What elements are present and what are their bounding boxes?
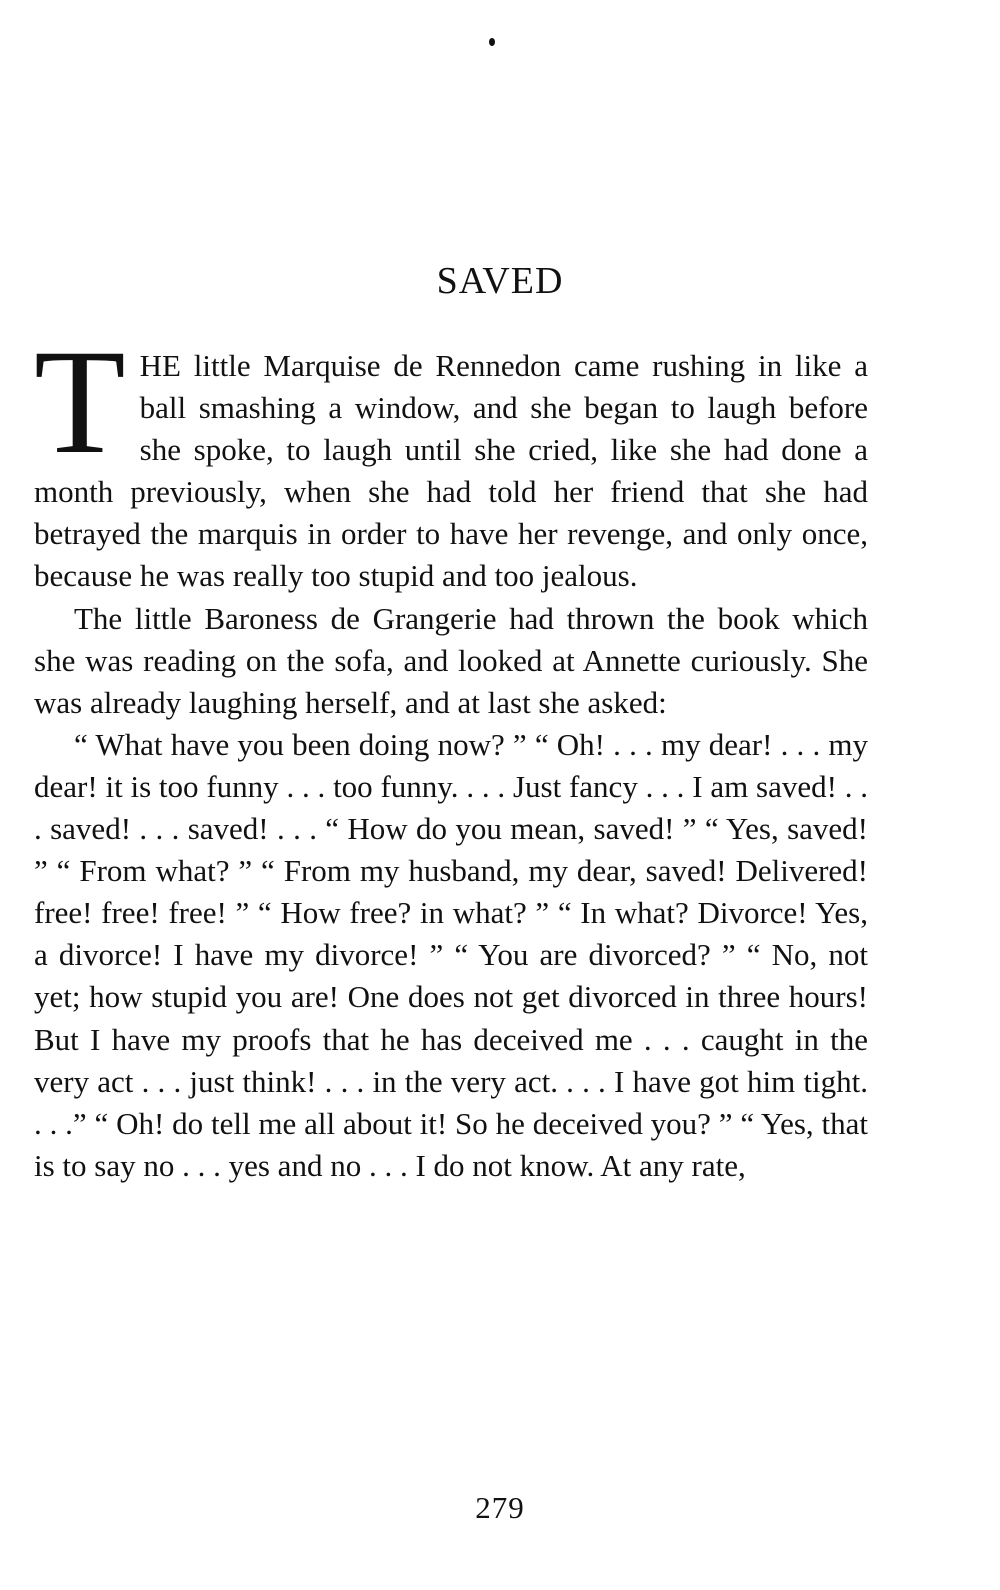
paragraph-3: “ What have you been doing now? ” “ Oh! . . . my dear! . . . my dear! it is too funny . . . too funny. . . . Just fancy . . . I am saved! . . . saved! . . . saved! . . . “ How do you mean, saved! ” “ Yes, saved! ” “ From what? ” “ From my husband, my dear, saved! Delivered! free! free! free! ” “ How free? in what? ” “ In what? Divorce! Yes, a divorce! I have my divorce! ” “ You are divorced? ” “ No, not yet; how stupid you are! One does not get divorced in three hours! But I have my proofs that he has deceived me . . . caught in the very act . . . just think! . . . in the very act. . . . I have got him tight. . . .” “ Oh! do tell me all about it! So he deceived you? ” “ Yes, that is to say no . . . yes and no . . . I do not know. At any rate, bbox=[34, 726, 868, 1183]
drop-cap: T bbox=[34, 319, 126, 485]
paragraph-1-text: HE little Marquise de Rennedon came rushing in like a ball smashing a window, and she began to laugh before she spoke, to laugh until she cried, like she had done a month previously, when she had told her friend that she had betrayed the marquis in order to have her revenge, and only once, because he was really too stupid and too jealous. bbox=[34, 348, 868, 594]
chapter-title: SAVED bbox=[436, 260, 564, 302]
page-number: 279 bbox=[475, 1490, 525, 1525]
print-speck bbox=[489, 38, 495, 46]
body-text bbox=[34, 319, 868, 1187]
paragraph-2: The little Baroness de Grangerie had thrown the book which she was reading on the sofa, and looked at Annette curiously. She was already laughing herself, and at last she asked: bbox=[34, 600, 868, 720]
paragraph-1 bbox=[34, 319, 868, 598]
